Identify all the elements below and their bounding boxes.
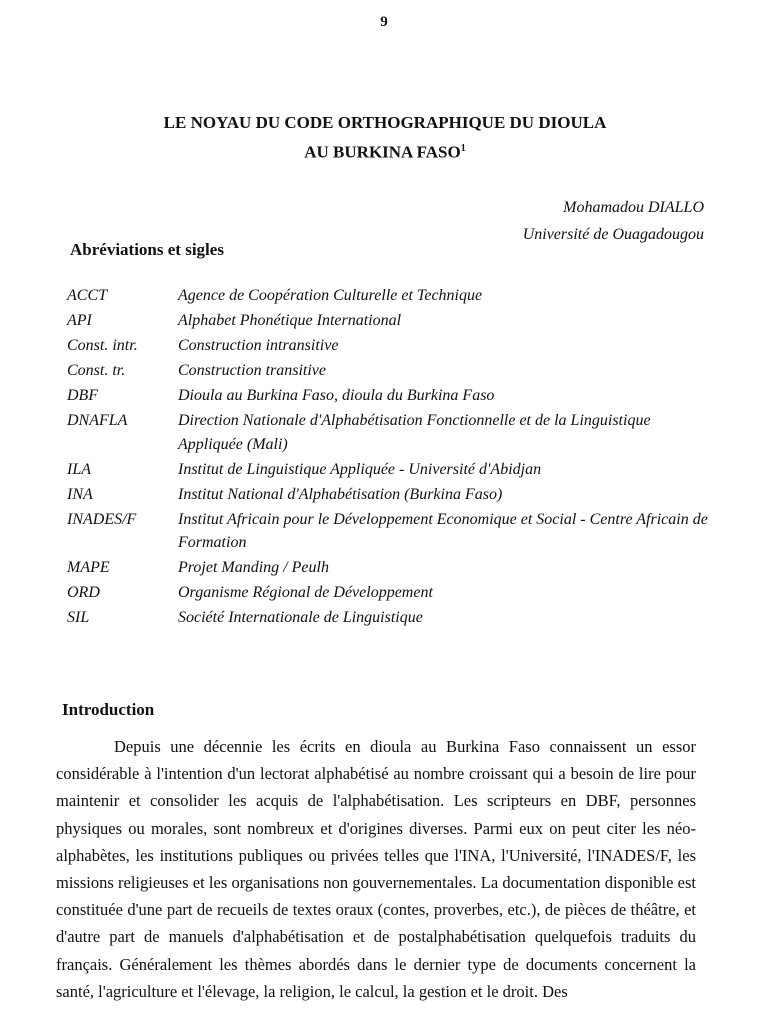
- abbreviation-code: INADES/F: [67, 510, 137, 528]
- abbreviation-row: [67, 284, 717, 308]
- abbreviation-code: Const. tr.: [67, 362, 126, 379]
- abbreviation-row: [67, 483, 717, 507]
- footnote-marker: 1: [460, 143, 466, 154]
- abbreviation-definition: Alphabet Phonétique International: [178, 312, 402, 329]
- author-block: [523, 194, 704, 248]
- abbreviation-row: [67, 359, 717, 383]
- abbreviation-code: ILA: [67, 460, 91, 478]
- abbreviation-definition: Agence de Coopération Culturelle et Technique: [178, 287, 483, 304]
- abbreviation-definition: Construction transitive: [178, 362, 326, 379]
- abbreviations-heading: Abréviations et sigles: [70, 240, 224, 259]
- abbreviation-row: [67, 556, 717, 580]
- abbreviation-row: [67, 409, 717, 456]
- introduction-heading: Introduction: [62, 700, 155, 719]
- introduction-paragraph: Depuis une décennie les écrits en dioula au Burkina Faso connaissent un essor considérable à l'intention d'un lectorat alphabétisé au nombre croissant qui a besoin de lire pour maintenir et consolider les acquis de l'alphabétisation. Les scripteurs en DBF, personnes physiques ou morales, sont nombreux et d'origines diverses. Parmi eux on peut citer les néo-alphabètes, les institutions publiques ou privées telles que l'INA, l'Université, l'INADES/F, les missions religieuses et les organisations non gouvernementales. La documentation disponible est constituée d'une part de recueils de textes oraux (contes, proverbes, etc.), de pièces de théâtre, et d'autre part de manuels d'alphabétisation et de postalphabétisation quelquefois traduits du français. Généralement les thèmes abordés dans le dernier type de documents concernent la santé, l'agriculture et l'élevage, la religion, le calcul, la gestion et le droit. Des: [56, 737, 696, 1001]
- abbreviation-definition: Institut National d'Alphabétisation (Burkina Faso): [178, 485, 503, 503]
- abbreviation-row: [67, 309, 717, 333]
- title-line-2-text: AU BURKINA FASO: [304, 142, 461, 162]
- page-number: 9: [380, 14, 388, 30]
- abbreviation-code: SIL: [67, 609, 90, 626]
- author-name: Mohamadou DIALLO: [563, 199, 704, 216]
- abbreviation-row: [67, 334, 717, 358]
- abbreviation-code: DBF: [67, 387, 99, 404]
- abbreviations-list: [67, 284, 717, 631]
- abbreviation-definition: Institut de Linguistique Appliquée - Université d'Abidjan: [178, 460, 542, 478]
- abbreviation-code: DNAFLA: [67, 412, 128, 429]
- abbreviation-row: [67, 581, 717, 605]
- abbreviation-definition: Institut Africain pour le Développement Economique et Social - Centre Africain de Formation: [178, 510, 708, 551]
- abbreviation-code: ORD: [67, 584, 100, 601]
- abbreviation-code: ACCT: [67, 287, 108, 304]
- abbreviation-definition: Construction intransitive: [178, 337, 339, 354]
- abbreviation-definition: Projet Manding / Peulh: [178, 559, 329, 576]
- author-affiliation: Université de Ouagadougou: [522, 226, 704, 243]
- abbreviation-definition: Société Internationale de Linguistique: [178, 609, 423, 626]
- abbreviation-row: [67, 508, 717, 555]
- title-line-2: [60, 136, 710, 166]
- abbreviation-code: MAPE: [67, 559, 110, 576]
- abbreviation-row: [67, 384, 717, 408]
- abbreviation-code: INA: [67, 485, 93, 503]
- title-line-1: LE NOYAU DU CODE ORTHOGRAPHIQUE DU DIOULA: [163, 113, 607, 132]
- abbreviation-definition: Dioula au Burkina Faso, dioula du Burkina Faso: [178, 387, 495, 404]
- abbreviation-row: [67, 606, 717, 630]
- article-title: [60, 110, 710, 166]
- abbreviation-definition: Organisme Régional de Développement: [178, 584, 433, 601]
- abbreviation-row: [67, 458, 717, 482]
- abbreviation-code: API: [67, 312, 92, 329]
- abbreviation-definition: Direction Nationale d'Alphabétisation Fonctionnelle et de la Linguistique Appliquée (Mali): [178, 412, 651, 453]
- abbreviation-code: Const. intr.: [67, 337, 138, 354]
